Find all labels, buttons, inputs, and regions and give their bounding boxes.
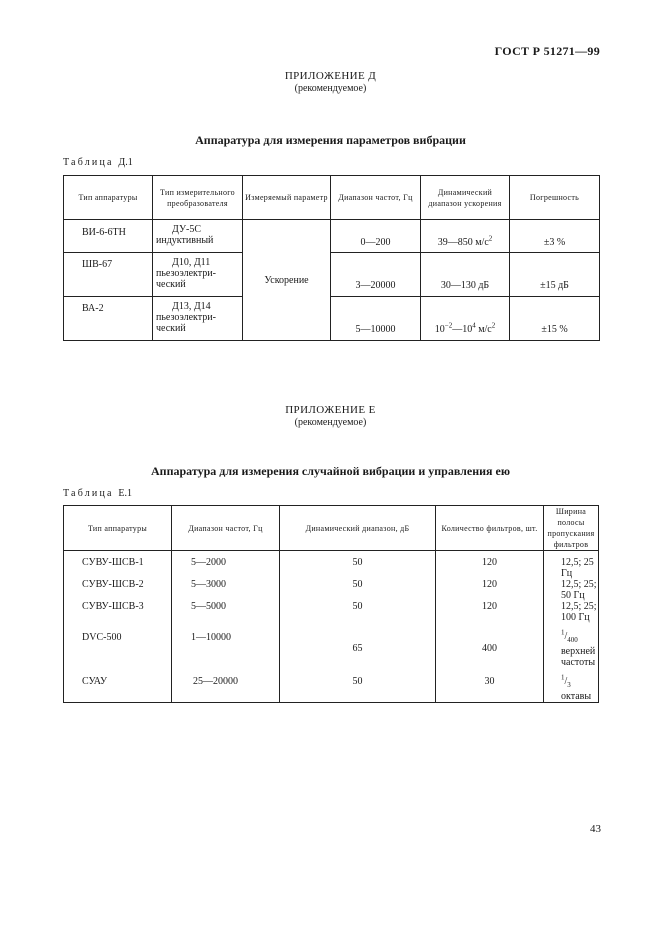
- cell-type: СУВУ-ШСВ-2: [64, 579, 172, 601]
- table-row: [64, 668, 599, 703]
- appendix-e-subtitle: (рекомендуемое): [294, 417, 367, 428]
- cell-dyn-range: $10^{-2}—10^4$ $м/с^2$: [421, 297, 510, 341]
- cell-type: СУВУ-ШСВ-1: [64, 551, 172, 580]
- cell-type: СУВУ-ШСВ-3: [64, 601, 172, 623]
- table-header-row: [64, 176, 600, 220]
- table-row: [64, 220, 600, 253]
- column-header: Количество фильтров, шт.: [436, 506, 544, 551]
- column-header: Ширина полосы пропускания фильтров: [544, 506, 599, 551]
- cell-dyn-range: 30—130 дБ: [421, 253, 510, 297]
- column-header: Диапазон частот, Гц: [172, 506, 280, 551]
- cell-freq: 1—10000: [172, 623, 280, 668]
- cell-transducer: ДУ-5С индуктивный: [153, 220, 243, 253]
- appendix-e-title: ПРИЛОЖЕНИЕ Е: [285, 404, 376, 416]
- table-d1: [63, 175, 600, 341]
- cell-filters: 120: [436, 551, 544, 580]
- cell-dyn-range: 50: [280, 579, 436, 601]
- appendix-e-caption: Аппаратура для измерения случайной вибрации и управления ею: [150, 464, 511, 478]
- cell-dyn-range: 50: [280, 668, 436, 703]
- cell-freq: 25—20000: [172, 668, 280, 703]
- cell-band: 12,5; 25; 100 Гц: [544, 601, 599, 623]
- cell-type: ВИ-6-6ТН: [64, 220, 153, 253]
- page-number: 43: [590, 823, 601, 835]
- cell-dyn-range: 50: [280, 601, 436, 623]
- table-d1-label: Таблица Д.1: [63, 157, 133, 168]
- cell-filters: 120: [436, 579, 544, 601]
- table-row: [64, 551, 599, 580]
- column-header: Тип аппаратуры: [64, 506, 172, 551]
- table-row: [64, 623, 599, 668]
- appendix-d-subtitle: (рекомендуемое): [294, 83, 367, 94]
- column-header: Динамический диапазон, дБ: [280, 506, 436, 551]
- document-code: ГОСТ Р 51271—99: [494, 44, 600, 58]
- cell-filters: 400: [436, 623, 544, 668]
- cell-measured-param: Ускорение: [243, 220, 331, 341]
- table-row: [64, 579, 599, 601]
- cell-freq: 5—2000: [172, 551, 280, 580]
- cell-dyn-range: 39—850 $м/с^2$: [421, 220, 510, 253]
- cell-freq: 0—200: [331, 220, 421, 253]
- cell-error: ±3 %: [510, 220, 600, 253]
- cell-band: 12,5; 25 Гц: [544, 551, 599, 580]
- appendix-d-title: ПРИЛОЖЕНИЕ Д: [284, 70, 377, 82]
- cell-filters: 120: [436, 601, 544, 623]
- column-header: Погрешность: [510, 176, 600, 220]
- column-header: Тип аппаратуры: [64, 176, 153, 220]
- table-e1: [63, 505, 599, 703]
- cell-transducer: Д13, Д14 пьезоэлектри- ческий: [153, 297, 243, 341]
- appendix-d-caption: Аппаратура для измерения параметров вибрации: [195, 133, 466, 147]
- table-row: [64, 297, 600, 341]
- cell-error: ±15 дБ: [510, 253, 600, 297]
- cell-dyn-range: 65: [280, 623, 436, 668]
- cell-band: $^1/_3$ октавы: [544, 668, 599, 703]
- cell-freq: 5—3000: [172, 579, 280, 601]
- cell-band: 12,5; 25; 50 Гц: [544, 579, 599, 601]
- cell-freq: 3—20000: [331, 253, 421, 297]
- cell-type: ВА-2: [64, 297, 153, 341]
- cell-type: ШВ-67: [64, 253, 153, 297]
- cell-error: ±15 %: [510, 297, 600, 341]
- table-row: [64, 253, 600, 297]
- cell-dyn-range: 50: [280, 551, 436, 580]
- cell-type: СУАУ: [64, 668, 172, 703]
- table-header-row: [64, 506, 599, 551]
- cell-freq: 5—10000: [331, 297, 421, 341]
- column-header: Динамический диапазон ускорения: [421, 176, 510, 220]
- cell-filters: 30: [436, 668, 544, 703]
- column-header: Диапазон частот, Гц: [331, 176, 421, 220]
- table-row: [64, 601, 599, 623]
- column-header: Тип измерительного преобразователя: [153, 176, 243, 220]
- table-e1-label: Таблица Е.1: [63, 488, 132, 499]
- column-header: Измеряемый параметр: [243, 176, 331, 220]
- cell-freq: 5—5000: [172, 601, 280, 623]
- cell-band: $^1/_{400}$ верхней частоты: [544, 623, 599, 668]
- cell-transducer: Д10, Д11 пьезоэлектри- ческий: [153, 253, 243, 297]
- cell-type: DVC-500: [64, 623, 172, 668]
